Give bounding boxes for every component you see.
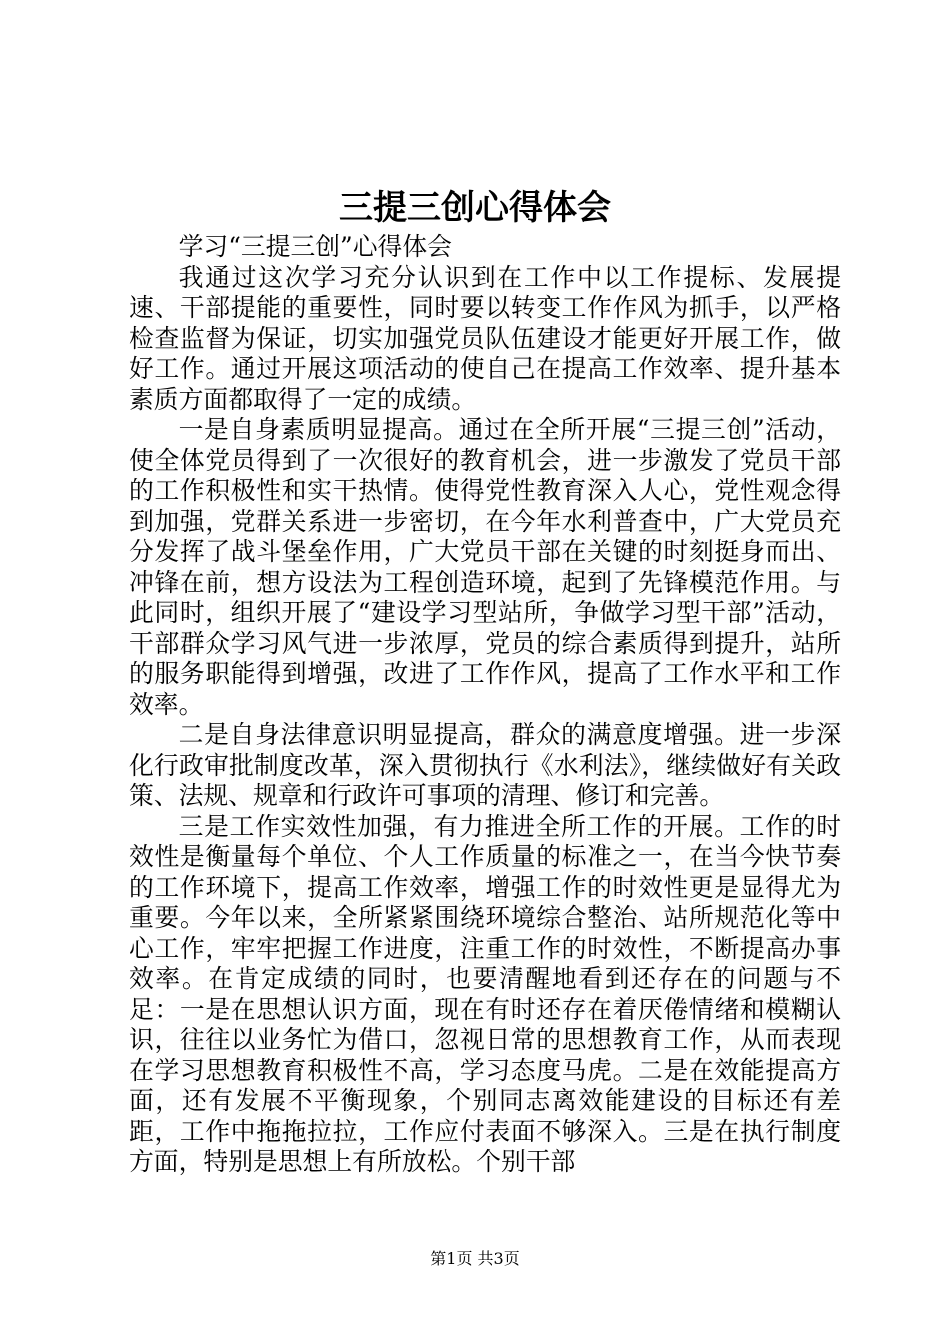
paragraph-intro: 我通过这次学习充分认识到在工作中以工作提标、发展提速、干部提能的重要性，同时要以转变工作作风为抓手，以严格检查监督为保证，切实加强党员队伍建设才能更好开展工作，做好工作。通过开展这项活动的使自己在提高工作效率、提升基本素质方面都取得了一定的成绩。 [129, 262, 841, 414]
paragraph-point-three: 三是工作实效性加强，有力推进全所工作的开展。工作的时效性是衡量每个单位、个人工作质量的标准之一，在当今快节奏的工作环境下，提高工作效率，增强工作的时效性更是显得尤为重要。今年以来，全所紧紧围绕环境综合整治、站所规范化等中心工作，牢牢把握工作进度，注重工作的时效性，不断提高办事效率。在肯定成绩的同时，也要清醒地看到还存在的问题与不足：一是在思想认识方面，现在有时还存在着厌倦情绪和模糊认识，往往以业务忙为借口，忽视日常的思想教育工作，从而表现在学习思想教育积极性不高，学习态度马虎。二是在效能提高方面，还有发展不平衡现象，个别同志离效能建设的目标还有差距，工作中拖拖拉拉，工作应付表面不够深入。三是在执行制度方面，特别是思想上有所放松。个别干部 [129, 811, 841, 1176]
page-number: 第1页 共3页 [430, 1249, 520, 1268]
paragraph-point-two: 二是自身法律意识明显提高，群众的满意度增强。进一步深化行政审批制度改革，深入贯彻执行《水利法》，继续做好有关政策、法规、规章和行政许可事项的清理、修订和完善。 [129, 720, 841, 810]
document-body [129, 232, 841, 1178]
paragraph-point-one: 一是自身素质明显提高。通过在全所开展“三提三创”活动，使全体党员得到了一次很好的教育机会，进一步激发了党员干部的工作积极性和实干热情。使得党性教育深入人心，党性观念得到加强，党群关系进一步密切，在今年水利普查中，广大党员充分发挥了战斗堡垒作用，广大党员干部在关键的时刻挺身而出、冲锋在前，想方设法为工程创造环境，起到了先锋模范作用。与此同时，组织开展了“建设学习型站所，争做学习型干部”活动，干部群众学习风气进一步浓厚，党员的综合素质得到提升，站所的服务职能得到增强，改进了工作作风，提高了工作水平和工作效率。 [129, 415, 841, 719]
paragraph-subtitle: 学习“三提三创”心得体会 [178, 232, 452, 261]
document-title: 三提三创心得体会 [339, 188, 611, 228]
